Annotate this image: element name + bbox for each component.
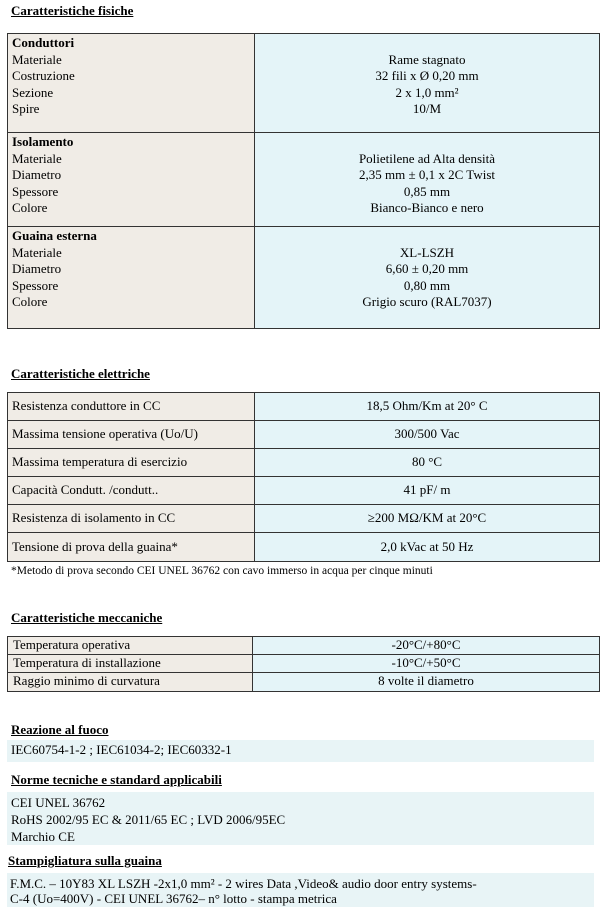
row-value: 0,80 mm: [403, 277, 451, 293]
table-row: [8, 533, 600, 562]
row-value: 18,5 Ohm/Km at 20° C: [255, 393, 600, 421]
row-label: Resistenza di isolamento in CC: [8, 505, 255, 533]
row-value: 10/M: [412, 101, 442, 116]
table-row: [8, 655, 600, 673]
norm-line: Marchio CE: [11, 829, 75, 844]
mechanical-table: [7, 636, 600, 692]
row-value: 8 volte il diametro: [253, 673, 600, 692]
norm-line: CEI UNEL 36762: [11, 795, 106, 810]
table-row: [8, 477, 600, 505]
row-label: Massima temperatura di esercizio: [8, 449, 255, 477]
row-value: 2 x 1,0 mm²: [395, 84, 459, 100]
row-label: Tensione di prova della guaina*: [8, 533, 255, 562]
row-label: Diametro: [12, 261, 62, 276]
row-label: Capacità Condutt. /condutt..: [8, 477, 255, 505]
row-label: Colore: [12, 200, 48, 215]
norm-line: RoHS 2002/95 EC & 2011/65 EC ; LVD 2006/95EC: [11, 812, 286, 827]
row-label: Colore: [12, 294, 48, 309]
marking-box: [7, 873, 594, 907]
table-row: [8, 393, 600, 421]
row-label: Diametro: [12, 167, 62, 182]
row-value: XL-LSZH: [399, 244, 455, 260]
table-row: [8, 505, 600, 533]
marking-line: C-4 (Uo=400V) - CEI UNEL 36762– n° lotto - stampa metrica: [10, 891, 337, 906]
row-value: 300/500 Vac: [255, 421, 600, 449]
electrical-title: Caratteristiche elettriche: [11, 366, 150, 381]
row-value: 2,35 mm ± 0,1 x 2C Twist: [359, 167, 495, 182]
table-row: [8, 449, 600, 477]
group-guaina-esterna: [8, 227, 600, 329]
row-label: Massima tensione operativa (Uo/U): [8, 421, 255, 449]
row-value: 6,60 ± 0,20 mm: [385, 261, 469, 276]
row-label: Materiale: [12, 150, 62, 166]
row-label: Costruzione: [12, 68, 75, 83]
row-label: Raggio minimo di curvatura: [8, 673, 253, 692]
row-label: Spessore: [12, 277, 59, 293]
norms-title: Norme tecniche e standard applicabili: [11, 772, 222, 787]
physical-title: Caratteristiche fisiche: [11, 3, 134, 18]
electrical-table: [7, 392, 600, 562]
row-value: -10°C/+50°C: [253, 655, 600, 673]
row-value: 0,85 mm: [403, 183, 451, 199]
physical-table: [7, 33, 600, 329]
table-row: [8, 637, 600, 655]
fire-standards: IEC60754-1-2 ; IEC61034-2; IEC60332-1: [11, 742, 232, 757]
row-value: 32 fili x Ø 0,20 mm: [375, 68, 479, 83]
group-isolamento: [8, 133, 600, 227]
row-label: Spire: [12, 101, 40, 116]
table-row: [8, 421, 600, 449]
mechanical-title: Caratteristiche meccaniche: [11, 610, 163, 625]
row-label: Spessore: [12, 183, 59, 199]
marking-title: Stampigliatura sulla guaina: [8, 853, 162, 868]
group-title: Guaina esterna: [12, 228, 97, 243]
fire-title: Reazione al fuoco: [11, 722, 109, 737]
table-row: [8, 673, 600, 692]
row-value: ≥200 MΩ/KM at 20°C: [255, 505, 600, 533]
row-value: Bianco-Bianco e nero: [370, 200, 484, 215]
marking-line: F.M.C. – 10Y83 XL LSZH -2x1,0 mm² - 2 wires Data ,Video& audio door entry systems-: [10, 876, 477, 891]
row-label: Sezione: [12, 84, 54, 100]
row-value: 80 °C: [255, 449, 600, 477]
row-label: Temperatura operativa: [8, 637, 253, 655]
norms-box: [7, 792, 594, 845]
row-label: Materiale: [12, 51, 62, 67]
footnote: *Metodo di prova secondo CEI UNEL 36762 con cavo immerso in acqua per cinque minuti: [11, 565, 433, 577]
fire-box: [7, 740, 594, 762]
row-value: Polietilene ad Alta densità: [358, 150, 496, 166]
row-label: Temperatura di installazione: [8, 655, 253, 673]
group-title: Conduttori: [12, 35, 75, 50]
row-value: 41 pF/ m: [255, 477, 600, 505]
row-label: Resistenza conduttore in CC: [8, 393, 255, 421]
row-value: -20°C/+80°C: [253, 637, 600, 655]
row-value: 2,0 kVac at 50 Hz: [255, 533, 600, 562]
row-value: Grigio scuro (RAL7037): [362, 294, 492, 309]
row-value: Rame stagnato: [388, 51, 466, 67]
group-conduttori: [8, 34, 600, 133]
row-label: Materiale: [12, 244, 62, 260]
group-title: Isolamento: [12, 134, 74, 149]
